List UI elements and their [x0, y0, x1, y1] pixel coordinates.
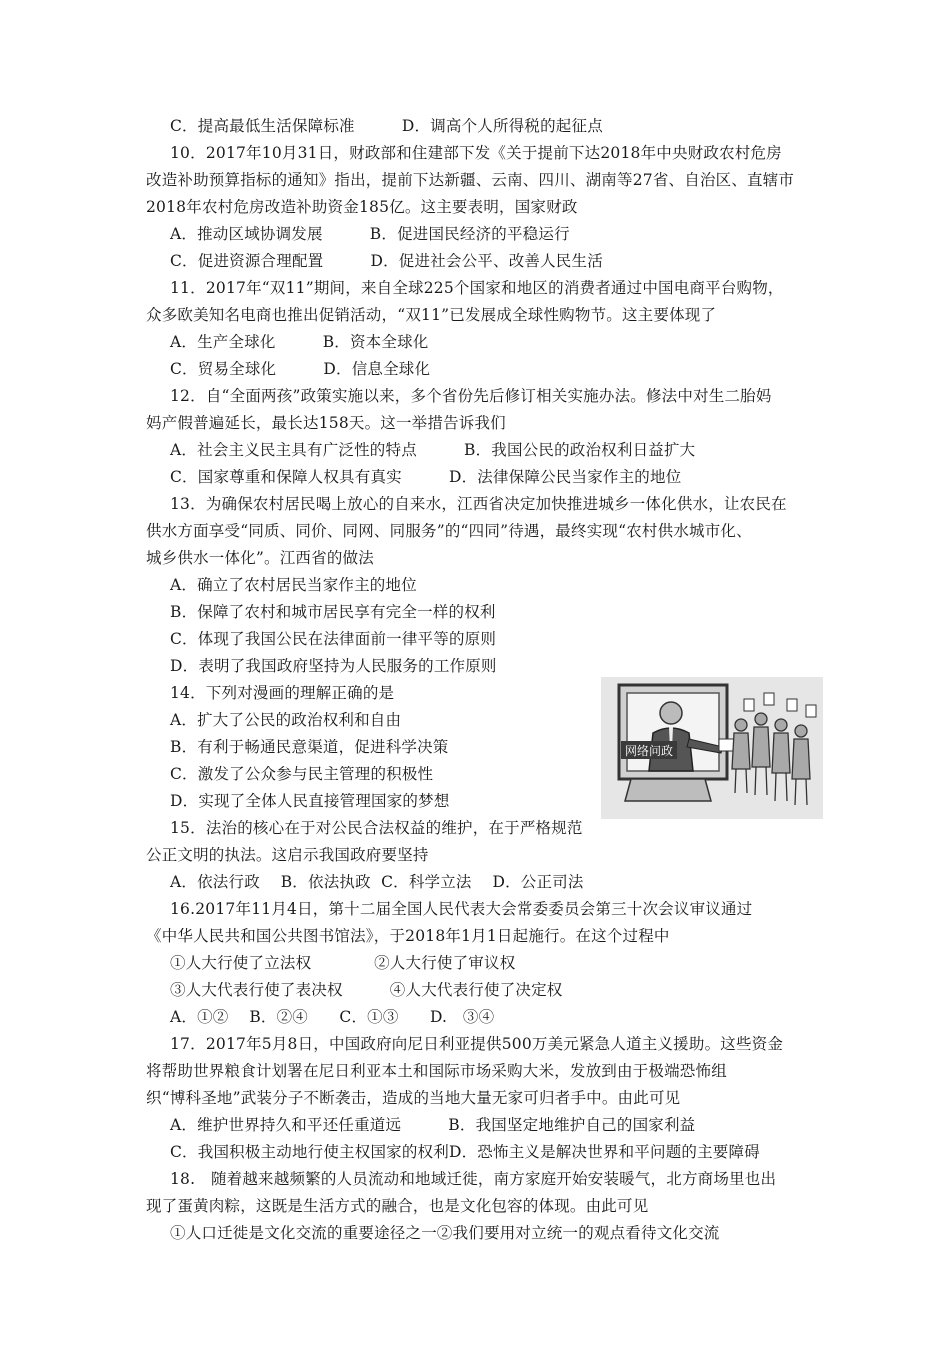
- q18-statements: ①人口迁徙是文化交流的重要途径之一②我们要用对立统一的观点看待文化交流: [170, 1224, 720, 1242]
- q14-option-d: D．实现了全体人民直接管理国家的梦想: [170, 792, 450, 810]
- q14-option-c: C．激发了公众参与民主管理的积极性: [170, 765, 434, 783]
- q15-line1: 15．法治的核心在于对公民合法权益的维护，在于严格规范: [170, 819, 583, 837]
- q16-statements-34: ③人大代表行使了表决权 ④人大代表行使了决定权: [170, 981, 563, 999]
- q15-line2: 公正文明的执法。这启示我国政府要坚持: [146, 846, 429, 864]
- q14-option-b: B．有利于畅通民意渠道，促进科学决策: [170, 738, 449, 756]
- q17-line3: 织“博科圣地”武装分子不断袭击，造成的当地大量无家可归者手中。由此可见: [146, 1089, 681, 1107]
- q10-options-ab: A．推动区域协调发展 B．促进国民经济的平稳运行: [170, 225, 570, 243]
- q18-line2: 现了蛋黄肉粽，这既是生活方式的融合，也是文化包容的体现。由此可见: [146, 1197, 649, 1215]
- q11-line2: 众多欧美知名电商也推出促销活动，“双11”已发展成全球性购物节。这主要体现了: [146, 306, 717, 324]
- q12-options-ab: A．社会主义民主具有广泛性的特点 B．我国公民的政治权利日益扩大: [170, 441, 696, 459]
- q18-line1: 18. 随着越来越频繁的人员流动和地域迁徙，南方家庭开始安装暖气，北方商场里也出: [170, 1170, 777, 1188]
- q17-line1: 17．2017年5月8日，中国政府向尼日利亚提供500万美元紧急人道主义援助。这些资金: [170, 1035, 784, 1053]
- line-9c: C．提高最低生活保障标准 D．调高个人所得税的起征点: [170, 117, 603, 135]
- q12-line1: 12．自“全面两孩”政策实施以来，多个省份先后修订相关实施办法。修法中对生二胎妈: [170, 387, 772, 405]
- q10-line3: 2018年农村危房改造补助资金185亿。这主要表明，国家财政: [146, 198, 578, 216]
- q13-option-c: C．体现了我国公民在法律面前一律平等的原则: [170, 630, 497, 648]
- q13-line1: 13．为确保农村居民喝上放心的自来水，江西省决定加快推进城乡一体化供水，让农民在: [170, 495, 787, 513]
- q10-options-cd: C．促进资源合理配置 D．促进社会公平、改善人民生活: [170, 252, 603, 270]
- cartoon-sign-text: 网络问政: [624, 744, 674, 758]
- q14-option-a: A．扩大了公民的政治权利和自由: [170, 711, 402, 729]
- q12-line2: 妈产假普遍延长，最长达158天。这一举措告诉我们: [146, 414, 506, 432]
- q13-line3: 城乡供水一体化”。江西省的做法: [146, 549, 374, 567]
- q10-line2: 改造补助预算指标的通知》指出，提前下达新疆、云南、四川、湖南等27省、自治区、直辖市: [146, 171, 795, 189]
- q13-option-b: B．保障了农村和城市居民享有完全一样的权利: [170, 603, 496, 621]
- q16-line1: 16.2017年11月4日，第十二届全国人民代表大会常委委员会第三十次会议审议通过: [170, 900, 753, 918]
- q12-options-cd: C．国家尊重和保障人权具有真实 D．法律保障公民当家作主的地位: [170, 468, 682, 486]
- q17-options-ab: A．维护世界持久和平还任重道远 B．我国坚定地维护自己的国家利益: [170, 1116, 696, 1134]
- q10-line1: 10．2017年10月31日，财政部和住建部下发《关于提前下达2018年中央财政农村危房: [170, 144, 782, 162]
- q13-line2: 供水方面享受“同质、同价、同网、同服务”的“四同”待遇，最终实现“农村供水城市化、: [146, 522, 752, 540]
- q16-line2: 《中华人民共和国公共图书馆法》，于2018年1月1日起施行。在这个过程中: [146, 927, 670, 945]
- q15-options: A．依法行政 B．依法执政 C．科学立法 D．公正司法: [170, 873, 584, 891]
- q16-statements-12: ①人大行使了立法权 ②人大行使了审议权: [170, 954, 516, 972]
- q17-line2: 将帮助世界粮食计划署在尼日利亚本土和国际市场采购大米，发放到由于极端恐怖组: [146, 1062, 727, 1080]
- q13-option-a: A．确立了农村居民当家作主的地位: [170, 576, 417, 594]
- q16-options: A．①② B．②④ C．①③ D. ③④: [170, 1008, 495, 1026]
- q11-options-cd: C．贸易全球化 D．信息全球化: [170, 360, 431, 378]
- q11-options-ab: A．生产全球化 B．资本全球化: [170, 333, 429, 351]
- q11-line1: 11．2017年“双11”期间，来自全球225个国家和地区的消费者通过中国电商平台购物，: [170, 279, 784, 297]
- q14-stem: 14．下列对漫画的理解正确的是: [170, 684, 395, 702]
- q13-option-d: D．表明了我国政府坚持为人民服务的工作原则: [170, 657, 497, 675]
- q17-options-cd: C．我国积极主动地行使主权国家的权利D．恐怖主义是解决世界和平问题的主要障碍: [170, 1143, 760, 1161]
- cartoon-image: [601, 677, 823, 819]
